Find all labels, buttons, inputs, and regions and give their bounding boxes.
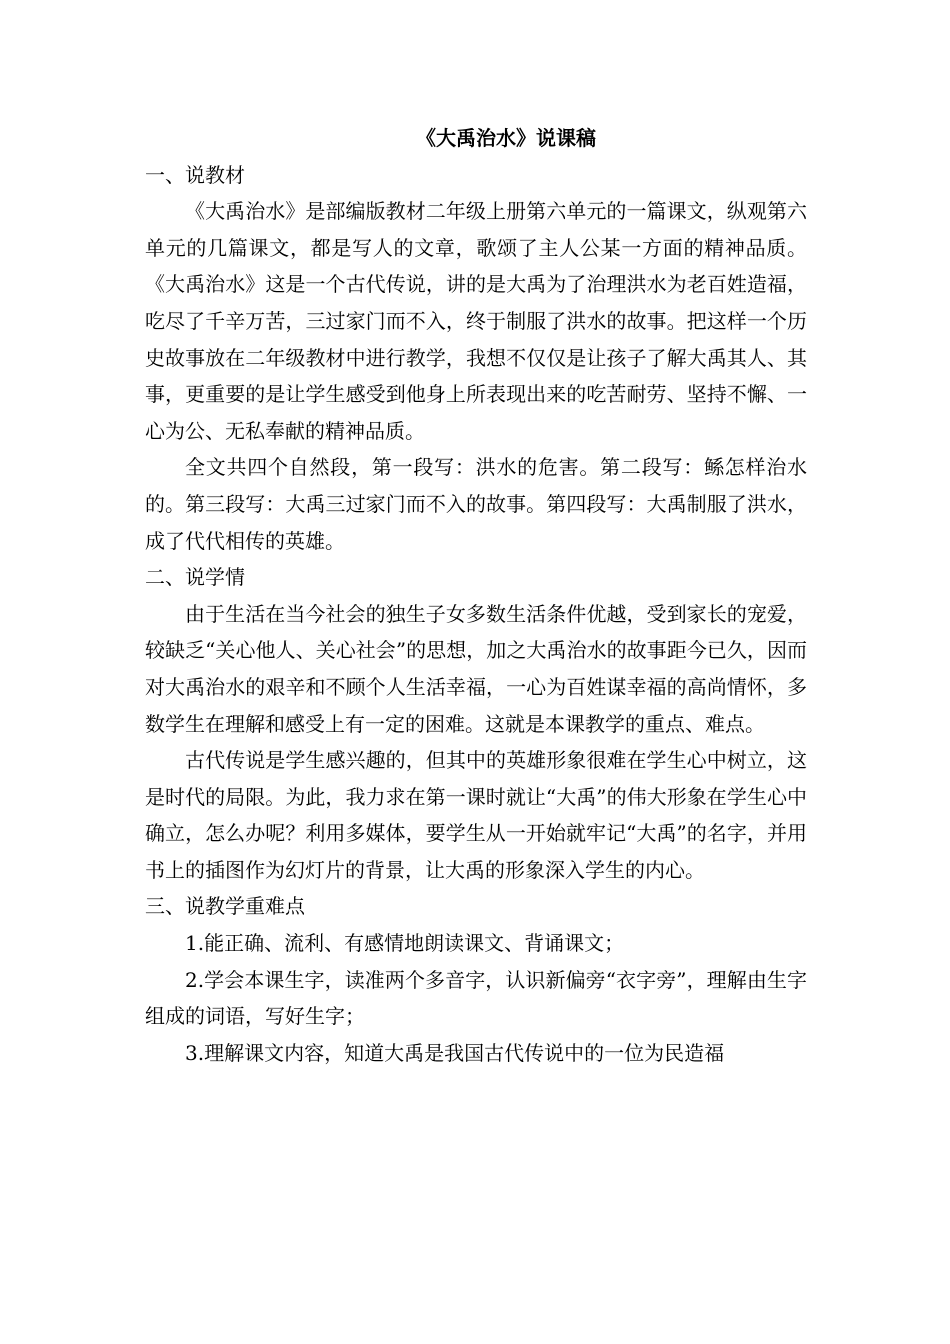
section-student-analysis: [145, 559, 807, 888]
document-body: [145, 120, 807, 1071]
paragraph: 由于生活在当今社会的独生子女多数生活条件优越，受到家长的宠爱，较缺乏“关心他人、关心社会”的思想，加之大禹治水的故事距今已久，因而对大禹治水的艰辛和不顾个人生活幸福，一心为百姓谋幸福的高尚情怀，多数学生在理解和感受上有一定的困难。这就是本课教学的重点、难点。: [145, 601, 807, 736]
section-teaching-materials: [145, 157, 807, 560]
list-item: 2.学会本课生字，读准两个多音字，认识新偏旁“衣字旁”，理解由生字组成的词语，写好生字；: [145, 967, 807, 1029]
paragraph: 古代传说是学生感兴趣的，但其中的英雄形象很难在学生心中树立，这是时代的局限。为此，我力求在第一课时就让“大禹”的伟大形象在学生心中确立，怎么办呢？利用多媒体，要学生从一开始就牢记“大禹”的名字，并用书上的插图作为幻灯片的背景，让大禹的形象深入学生的内心。: [145, 748, 807, 882]
paragraph: 全文共四个自然段，第一段写：洪水的危害。第二段写：鲧怎样治水的。第三段写：大禹三过家门而不入的故事。第四段写：大禹制服了洪水，成了代代相传的英雄。: [145, 455, 807, 553]
document-title: 《大禹治水》说课稿: [416, 126, 596, 150]
section-heading: 二、说学情: [145, 565, 245, 590]
section-key-difficulties: [145, 888, 807, 1071]
list-item: 3.理解课文内容，知道大禹是我国古代传说中的一位为民造福: [185, 1040, 725, 1065]
paragraph: 《大禹治水》是部编版教材二年级上册第六单元的一篇课文，纵观第六单元的几篇课文，都是写人的文章，歌颂了主人公某一方面的精神品质。《大禹治水》这是一个古代传说，讲的是大禹为了治理洪水为老百姓造福，吃尽了千辛万苦，三过家门而不入，终于制服了洪水的故事。把这样一个历史故事放在二年级教材中进行教学，我想不仅仅是让孩子了解大禹其人、其事，更重要的是让学生感受到他身上所表现出来的吃苦耐劳、坚持不懈、一心为公、无私奉献的精神品质。: [145, 199, 807, 443]
list-item: 1.能正确、流利、有感情地朗读课文、背诵课文；: [185, 931, 625, 956]
section-heading: 三、说教学重难点: [145, 894, 305, 919]
section-heading: 一、说教材: [145, 162, 245, 187]
